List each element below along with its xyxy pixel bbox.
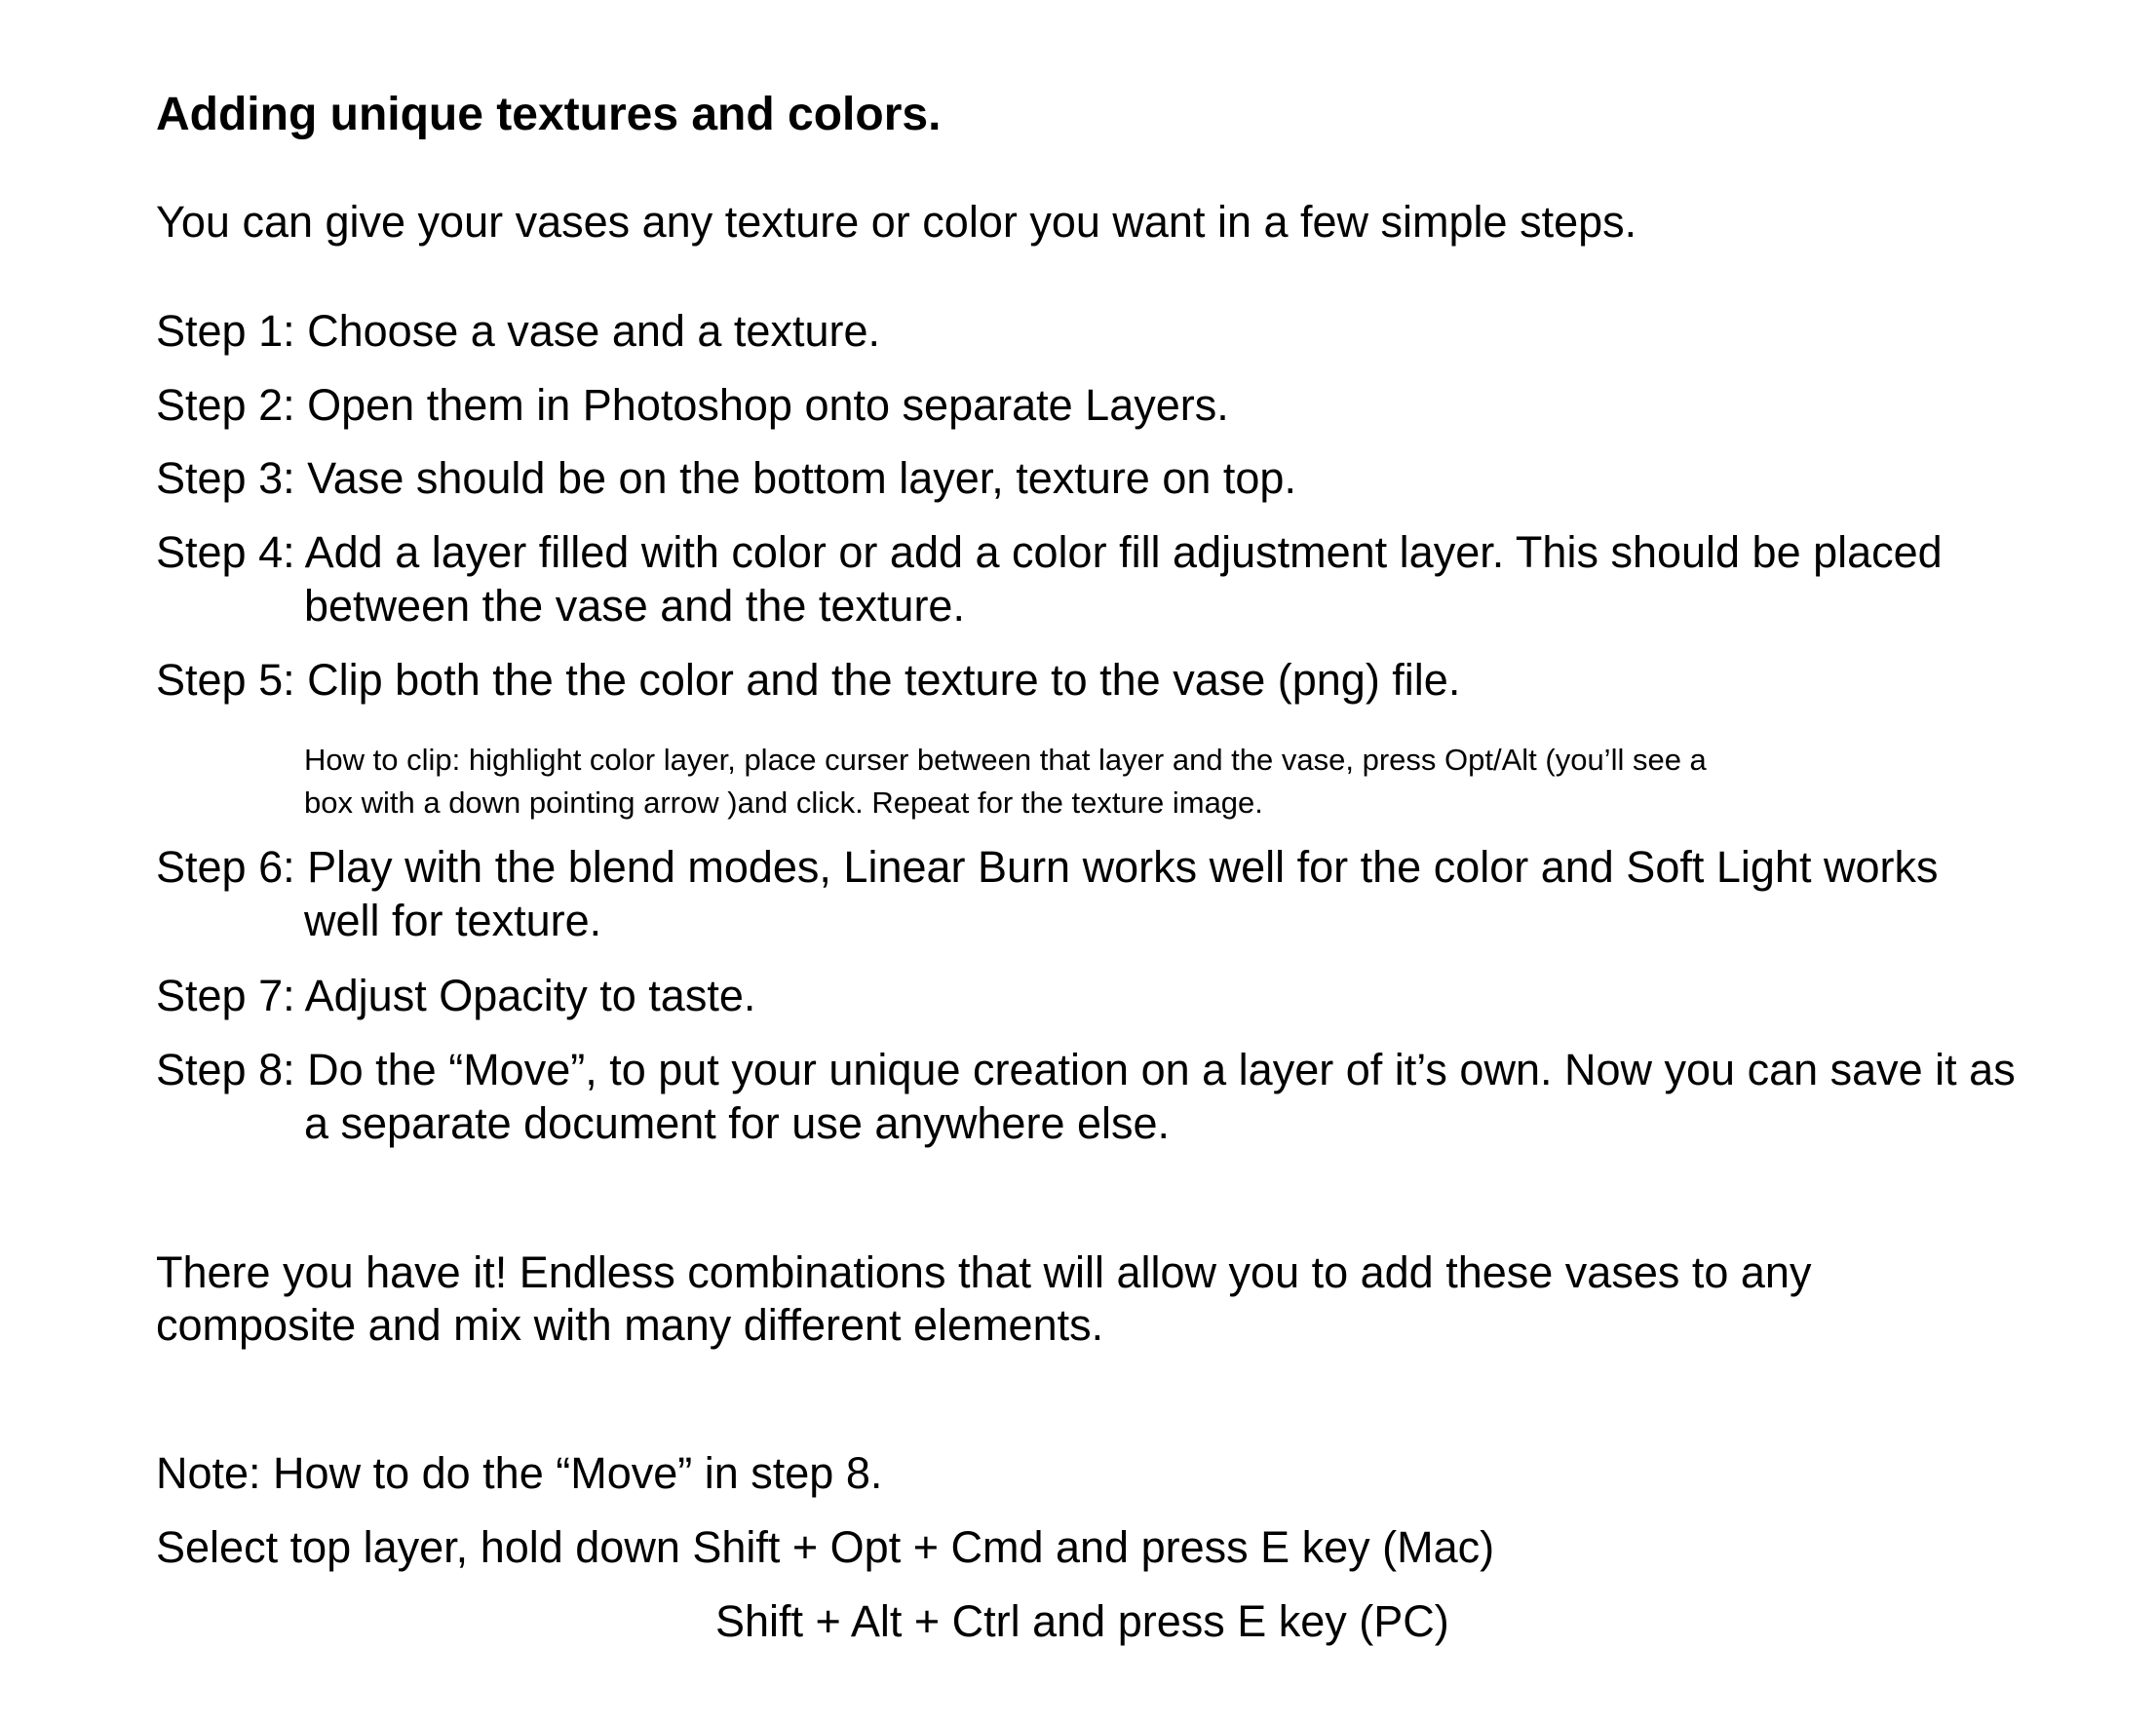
page-title: Adding unique textures and colors. [156,89,942,140]
step-text-continued: well for texture. [304,896,602,945]
document-page [156,0,2105,1724]
step-3 [156,451,1296,505]
step-label: Step 7: [156,971,295,1020]
step-label: Step 8: [156,1045,295,1094]
step-text-continued: between the vase and the texture. [304,581,965,631]
step-text: Clip both the the color and the texture to the vase (png) file. [307,655,1461,705]
step-label: Step 4: [156,527,295,577]
step-text: Add a layer filled with color or add a color fill adjustment layer. This should be placed [304,527,1943,577]
step-1 [156,304,880,358]
step-text-continued: a separate document for use anywhere else. [304,1098,1171,1148]
outro-line-2: composite and mix with many different elements. [156,1300,1104,1350]
step-label: Step 1: [156,306,295,356]
step-label: Step 3: [156,453,295,503]
intro-text: You can give your vases any texture or color you want in a few simple steps. [156,197,1637,247]
step-2 [156,378,1229,432]
note-pc-shortcut: Shift + Alt + Ctrl and press E key (PC) [715,1596,1449,1646]
step-text: Play with the blend modes, Linear Burn works well for the color and Soft Light works [307,842,1939,892]
note-heading: Note: How to do the “Move” in step 8. [156,1448,883,1498]
step-label: Step 6: [156,842,295,892]
step-4 [156,525,1943,632]
step-text: Choose a vase and a texture. [307,306,881,356]
clip-note-line-1: How to clip: highlight color layer, place curser between that layer and the vase, press Opt/Alt (you’ll see a [304,743,1707,777]
step-label: Step 5: [156,655,295,705]
clip-note-line-2: box with a down pointing arrow )and click. Repeat for the texture image. [304,785,1263,820]
step-8 [156,1043,2016,1150]
step-7 [156,969,755,1022]
note-mac-shortcut: Select top layer, hold down Shift + Opt + Cmd and press E key (Mac) [156,1522,1495,1572]
step-text: Vase should be on the bottom layer, texture on top. [307,453,1296,503]
step-text: Open them in Photoshop onto separate Layers. [307,380,1229,430]
outro-line-1: There you have it! Endless combinations that will allow you to add these vases to any [156,1247,1812,1297]
step-label: Step 2: [156,380,295,430]
step-5 [156,653,1460,707]
step-text: Adjust Opacity to taste. [304,971,756,1020]
step-text: Do the “Move”, to put your unique creation on a layer of it’s own. Now you can save it as [307,1045,2016,1094]
step-6 [156,840,1938,947]
